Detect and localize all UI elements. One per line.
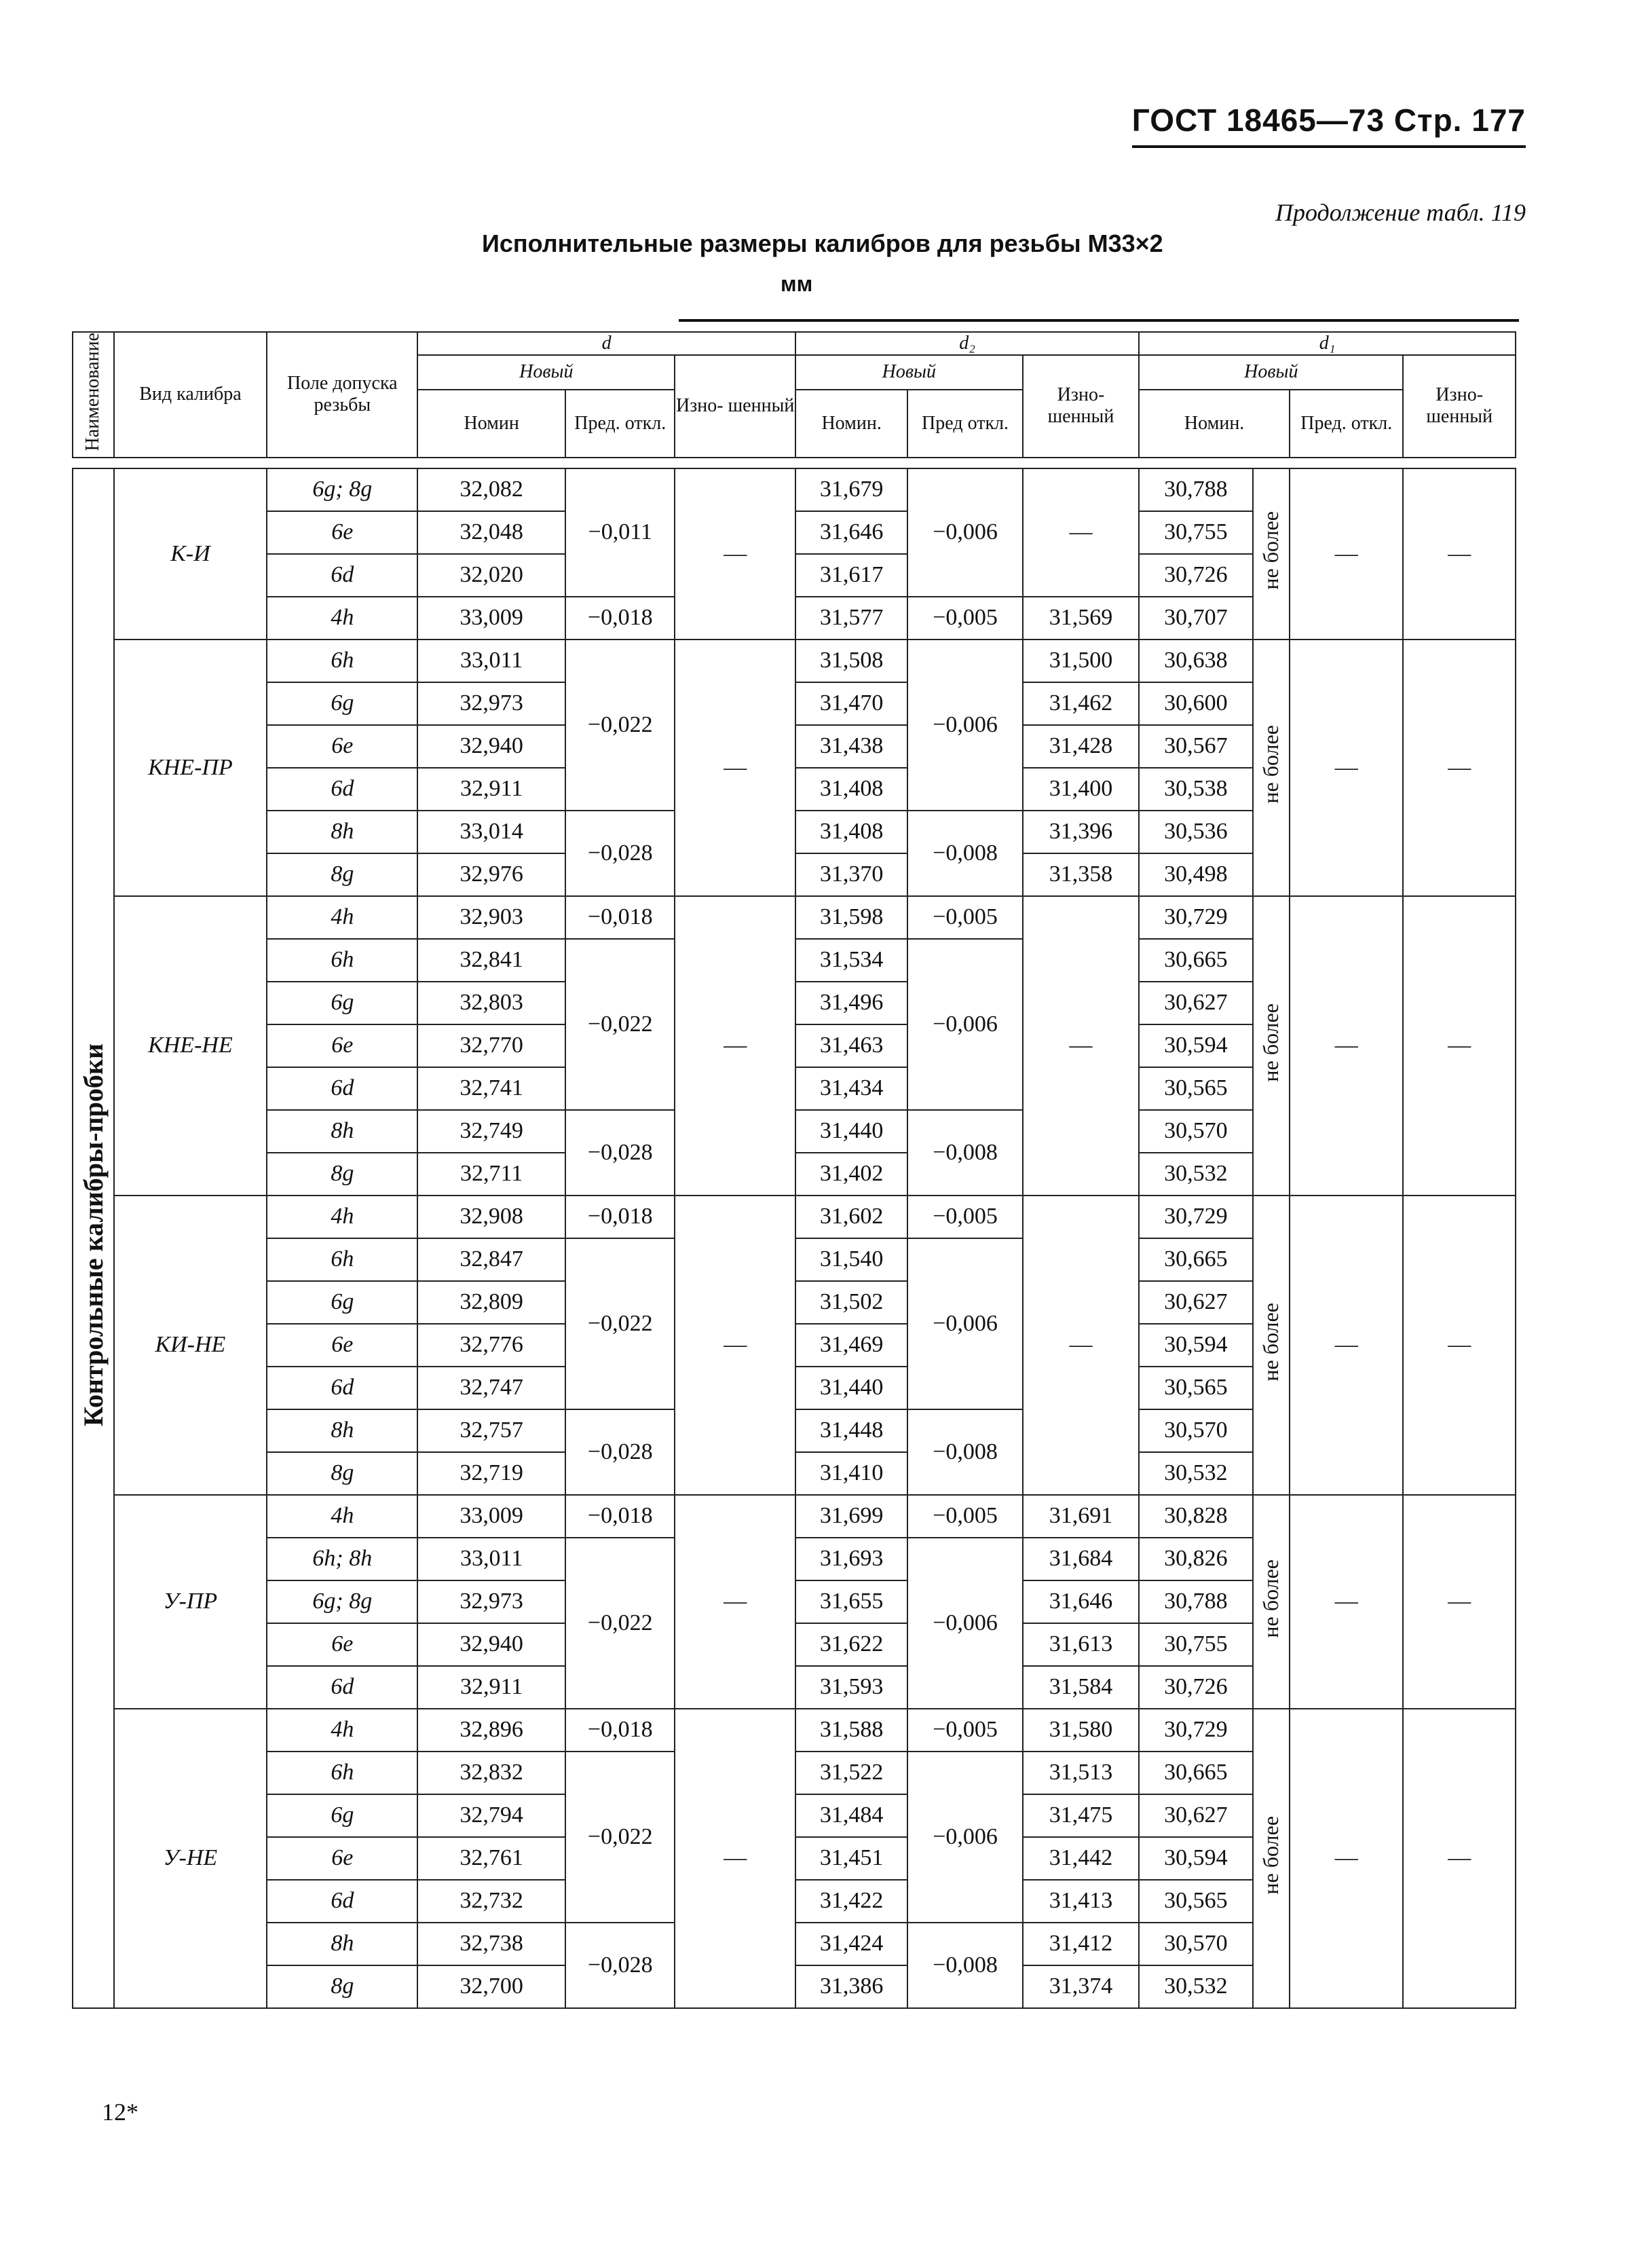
d-nominal: 32,761 [417,1837,565,1880]
d-nominal: 33,009 [417,597,565,640]
d-nominal: 32,757 [417,1409,565,1452]
d1-deviation: — [1290,468,1403,640]
tolerance-field: 6d [267,1880,417,1923]
d1-limit [1253,1709,1290,2008]
tolerance-field: 6g; 8g [267,468,417,511]
table-body [73,458,1516,2008]
gauge-type: КНЕ-ПР [114,640,267,896]
d2-nominal: 31,598 [795,896,907,939]
col-d-dev: Пред. откл. [565,390,675,458]
d2-nominal: 31,470 [795,682,907,725]
d-nominal: 32,048 [417,511,565,554]
col-d: d [417,332,795,355]
not-more-label: не более [1258,511,1283,590]
tolerance-field: 6e [267,1837,417,1880]
d2-nominal: 31,588 [795,1709,907,1752]
d1-nominal: 30,538 [1139,768,1252,811]
top-rule [679,319,1519,322]
d1-nominal: 30,594 [1139,1837,1252,1880]
d1-deviation: — [1290,1495,1403,1709]
d1-deviation: — [1290,1709,1403,2008]
tolerance-field: 6g [267,1794,417,1837]
d1-nominal: 30,755 [1139,511,1252,554]
d1-nominal: 30,788 [1139,1580,1252,1623]
not-more-label: не более [1258,725,1283,804]
d2-worn: 31,400 [1023,768,1139,811]
d2-nominal: 31,408 [795,768,907,811]
tolerance-field: 4h [267,1196,417,1238]
d1-nominal: 30,570 [1139,1923,1252,1965]
tolerance-field: 6h [267,1238,417,1281]
d-nominal: 33,009 [417,1495,565,1538]
d1-nominal: 30,828 [1139,1495,1252,1538]
d1-nominal: 30,627 [1139,982,1252,1024]
d1-deviation: — [1290,640,1403,896]
tolerance-field: 6h; 8h [267,1538,417,1580]
d-deviation: −0,018 [565,1196,675,1238]
d1-nominal: 30,665 [1139,1752,1252,1794]
d-nominal: 32,082 [417,468,565,511]
d-nominal: 32,973 [417,682,565,725]
d-deviation: −0,028 [565,811,675,896]
d-deviation: −0,022 [565,1238,675,1409]
d-nominal: 32,738 [417,1923,565,1965]
d-nominal: 32,719 [417,1452,565,1495]
col-name: Наименование [73,332,114,458]
table-row [73,1196,1516,1238]
d2-worn: 31,412 [1023,1923,1139,1965]
d-nominal: 32,700 [417,1965,565,2008]
d2-deviation: −0,006 [907,1752,1022,1923]
d2-nominal: 31,622 [795,1623,907,1666]
tolerance-field: 8h [267,1409,417,1452]
d-nominal: 32,908 [417,1196,565,1238]
d1-limit [1253,468,1290,640]
col-d2-nom: Номин. [795,390,907,458]
tolerance-field: 6d [267,768,417,811]
table-row [73,896,1516,939]
gauge-type: К-И [114,468,267,640]
col-d-worn: Изно- шенный [675,355,795,457]
d2-nominal: 31,440 [795,1110,907,1153]
d2-worn: 31,442 [1023,1837,1139,1880]
tolerance-field: 6e [267,511,417,554]
tolerance-field: 8h [267,1110,417,1153]
d2-nominal: 31,408 [795,811,907,853]
d-nominal: 32,747 [417,1367,565,1409]
tolerance-field: 6h [267,939,417,982]
not-more-label: не более [1258,1003,1283,1082]
d2-nominal: 31,422 [795,1880,907,1923]
table-row [73,1709,1516,1752]
tolerance-field: 6d [267,1367,417,1409]
d-worn: — [675,1709,795,2008]
d1-nominal: 30,594 [1139,1324,1252,1367]
d-nominal: 32,976 [417,853,565,896]
d-nominal: 32,732 [417,1880,565,1923]
tolerance-field: 6g; 8g [267,1580,417,1623]
d1-nominal: 30,532 [1139,1153,1252,1196]
table-row [73,640,1516,682]
d2-worn: — [1023,468,1139,597]
d1-nominal: 30,600 [1139,682,1252,725]
d2-deviation: −0,008 [907,811,1022,896]
d2-nominal: 31,484 [795,1794,907,1837]
tolerance-field: 8h [267,811,417,853]
tolerance-field: 8h [267,1923,417,1965]
d2-nominal: 31,534 [795,939,907,982]
not-more-label: не более [1258,1559,1283,1638]
d-worn: — [675,1495,795,1709]
d2-nominal: 31,448 [795,1409,907,1452]
d2-worn: 31,475 [1023,1794,1139,1837]
d-nominal: 32,020 [417,554,565,597]
col-d2-dev: Пред откл. [907,390,1022,458]
d2-worn: 31,462 [1023,682,1139,725]
d2-deviation: −0,006 [907,939,1022,1110]
tolerance-field: 8g [267,1965,417,2008]
d2-deviation: −0,008 [907,1110,1022,1196]
d1-limit [1253,1196,1290,1495]
d-nominal: 32,711 [417,1153,565,1196]
d2-deviation: −0,008 [907,1409,1022,1495]
d1-limit [1253,640,1290,896]
d2-nominal: 31,502 [795,1281,907,1324]
col-d1-worn: Изно- шенный [1403,355,1516,457]
d2-deviation: −0,006 [907,468,1022,597]
d2-nominal: 31,469 [795,1324,907,1367]
d1-worn: — [1403,896,1516,1196]
col-d1-nom: Номин. [1139,390,1290,458]
d-nominal: 32,741 [417,1067,565,1110]
d-deviation: −0,018 [565,597,675,640]
category-label: Контрольные калибры-пробки [77,1043,109,1427]
d1-nominal: 30,536 [1139,811,1252,853]
tolerance-field: 4h [267,1709,417,1752]
d2-nominal: 31,410 [795,1452,907,1495]
d-nominal: 32,973 [417,1580,565,1623]
d1-nominal: 30,570 [1139,1409,1252,1452]
d-nominal: 32,803 [417,982,565,1024]
d2-deviation: −0,005 [907,1196,1022,1238]
d1-deviation: — [1290,896,1403,1196]
d2-nominal: 31,593 [795,1666,907,1709]
d1-worn: — [1403,640,1516,896]
category-cell [73,468,114,2008]
col-d2-worn: Изно- шенный [1023,355,1139,457]
d1-worn: — [1403,1495,1516,1709]
d-nominal: 32,940 [417,1623,565,1666]
d2-worn: — [1023,896,1139,1196]
d2-nominal: 31,463 [795,1024,907,1067]
d1-nominal: 30,638 [1139,640,1252,682]
d-deviation: −0,028 [565,1409,675,1495]
gauge-type: У-НЕ [114,1709,267,2008]
d2-nominal: 31,602 [795,1196,907,1238]
d2-nominal: 31,370 [795,853,907,896]
tolerance-field: 8g [267,1153,417,1196]
d-nominal: 32,903 [417,896,565,939]
d2-nominal: 31,402 [795,1153,907,1196]
d-nominal: 32,776 [417,1324,565,1367]
d1-worn: — [1403,1196,1516,1495]
d-nominal: 32,847 [417,1238,565,1281]
d-nominal: 32,841 [417,939,565,982]
col-type: Вид калибра [114,332,267,458]
d-nominal: 33,011 [417,640,565,682]
tolerance-field: 4h [267,896,417,939]
d1-worn: — [1403,468,1516,640]
d1-nominal: 30,570 [1139,1110,1252,1153]
d2-nominal: 31,440 [795,1367,907,1409]
tolerance-field: 6d [267,1067,417,1110]
d1-nominal: 30,826 [1139,1538,1252,1580]
d-deviation: −0,018 [565,896,675,939]
d2-nominal: 31,693 [795,1538,907,1580]
d-nominal: 32,896 [417,1709,565,1752]
tolerance-field: 4h [267,597,417,640]
col-d1-new: Новый [1139,355,1403,389]
d2-worn: 31,584 [1023,1666,1139,1709]
d2-nominal: 31,386 [795,1965,907,2008]
table-row [73,1495,1516,1538]
d1-nominal: 30,532 [1139,1965,1252,2008]
tolerance-field: 6h [267,640,417,682]
d-deviation: −0,028 [565,1110,675,1196]
tolerance-field: 6e [267,725,417,768]
d2-nominal: 31,451 [795,1837,907,1880]
d-deviation: −0,018 [565,1709,675,1752]
col-d-new: Новый [417,355,675,389]
d-nominal: 32,809 [417,1281,565,1324]
d-deviation: −0,022 [565,1752,675,1923]
d2-worn: 31,428 [1023,725,1139,768]
d-deviation: −0,018 [565,1495,675,1538]
d2-worn: 31,646 [1023,1580,1139,1623]
not-more-label: не более [1258,1302,1283,1382]
d-worn: — [675,468,795,640]
d2-nominal: 31,434 [795,1067,907,1110]
d1-nominal: 30,565 [1139,1367,1252,1409]
col-d-nom: Номин [417,390,565,458]
tolerance-field: 6g [267,682,417,725]
page-footnote: 12* [102,2098,138,2126]
d2-worn: 31,691 [1023,1495,1139,1538]
d2-nominal: 31,424 [795,1923,907,1965]
d2-deviation: −0,005 [907,1495,1022,1538]
d2-nominal: 31,699 [795,1495,907,1538]
d-worn: — [675,640,795,896]
d-nominal: 33,011 [417,1538,565,1580]
d2-nominal: 31,679 [795,468,907,511]
d-worn: — [675,1196,795,1495]
gauge-type: КИ-НЕ [114,1196,267,1495]
d2-deviation: −0,006 [907,640,1022,811]
d-deviation: −0,022 [565,939,675,1110]
d1-nominal: 30,594 [1139,1024,1252,1067]
d2-deviation: −0,006 [907,1238,1022,1409]
d1-nominal: 30,565 [1139,1067,1252,1110]
d2-nominal: 31,540 [795,1238,907,1281]
d2-worn: 31,358 [1023,853,1139,896]
page-header: ГОСТ 18465—73 Стр. 177 [1132,102,1526,148]
d1-limit [1253,1495,1290,1709]
tolerance-field: 6d [267,554,417,597]
d-nominal: 33,014 [417,811,565,853]
d2-deviation: −0,005 [907,597,1022,640]
d1-nominal: 30,726 [1139,554,1252,597]
d1-nominal: 30,627 [1139,1794,1252,1837]
d1-limit [1253,896,1290,1196]
d1-nominal: 30,627 [1139,1281,1252,1324]
tolerance-field: 6e [267,1623,417,1666]
d1-nominal: 30,726 [1139,1666,1252,1709]
tolerance-field: 6e [267,1024,417,1067]
d1-nominal: 30,707 [1139,597,1252,640]
gauge-type: КНЕ-НЕ [114,896,267,1196]
d2-worn: 31,513 [1023,1752,1139,1794]
d1-nominal: 30,788 [1139,468,1252,511]
d-worn: — [675,896,795,1196]
d1-nominal: 30,532 [1139,1452,1252,1495]
table-title: Исполнительные размеры калибров для резьбы М33×2 [482,229,1163,257]
d2-nominal: 31,438 [795,725,907,768]
d2-worn: — [1023,1196,1139,1495]
col-field: Поле допуска резьбы [267,332,417,458]
d-nominal: 32,770 [417,1024,565,1067]
d1-nominal: 30,729 [1139,896,1252,939]
gauge-table [72,331,1516,2009]
d1-nominal: 30,498 [1139,853,1252,896]
d1-nominal: 30,729 [1139,1709,1252,1752]
d2-deviation: −0,006 [907,1538,1022,1709]
d2-worn: 31,374 [1023,1965,1139,2008]
d1-nominal: 30,665 [1139,939,1252,982]
table-continuation: Продолжение табл. 119 [1275,199,1526,226]
col-d2-new: Новый [795,355,1023,389]
d-nominal: 32,749 [417,1110,565,1153]
tolerance-field: 8g [267,853,417,896]
d-nominal: 32,911 [417,768,565,811]
d2-worn: 31,580 [1023,1709,1139,1752]
d2-nominal: 31,496 [795,982,907,1024]
d-nominal: 32,832 [417,1752,565,1794]
d-deviation: −0,011 [565,468,675,597]
d2-worn: 31,613 [1023,1623,1139,1666]
d1-nominal: 30,729 [1139,1196,1252,1238]
d-nominal: 32,940 [417,725,565,768]
d1-deviation: — [1290,1196,1403,1495]
d-deviation: −0,022 [565,1538,675,1709]
d1-nominal: 30,665 [1139,1238,1252,1281]
gauge-type: У-ПР [114,1495,267,1709]
d-deviation: −0,028 [565,1923,675,2008]
tolerance-field: 6d [267,1666,417,1709]
tolerance-field: 6g [267,982,417,1024]
d2-worn: 31,500 [1023,640,1139,682]
d1-nominal: 30,567 [1139,725,1252,768]
col-d2: d₂ [795,332,1139,355]
d2-worn: 31,396 [1023,811,1139,853]
d-nominal: 32,794 [417,1794,565,1837]
table-unit: мм [781,272,813,296]
d2-worn: 31,569 [1023,597,1139,640]
d1-nominal: 30,755 [1139,1623,1252,1666]
d-nominal: 32,911 [417,1666,565,1709]
table-row [73,468,1516,511]
d2-nominal: 31,617 [795,554,907,597]
d2-nominal: 31,508 [795,640,907,682]
tolerance-field: 8g [267,1452,417,1495]
not-more-label: не более [1258,1815,1283,1895]
d1-worn: — [1403,1709,1516,2008]
d1-nominal: 30,565 [1139,1880,1252,1923]
d2-worn: 31,684 [1023,1538,1139,1580]
tolerance-field: 6h [267,1752,417,1794]
col-d1: d₁ [1139,332,1516,355]
d2-nominal: 31,577 [795,597,907,640]
col-d1-dev: Пред. откл. [1290,390,1403,458]
d2-worn: 31,413 [1023,1880,1139,1923]
d2-nominal: 31,522 [795,1752,907,1794]
d-deviation: −0,022 [565,640,675,811]
d2-nominal: 31,646 [795,511,907,554]
d2-deviation: −0,005 [907,896,1022,939]
d2-deviation: −0,008 [907,1923,1022,2008]
d2-deviation: −0,005 [907,1709,1022,1752]
d2-nominal: 31,655 [795,1580,907,1623]
tolerance-field: 4h [267,1495,417,1538]
tolerance-field: 6g [267,1281,417,1324]
tolerance-field: 6e [267,1324,417,1367]
